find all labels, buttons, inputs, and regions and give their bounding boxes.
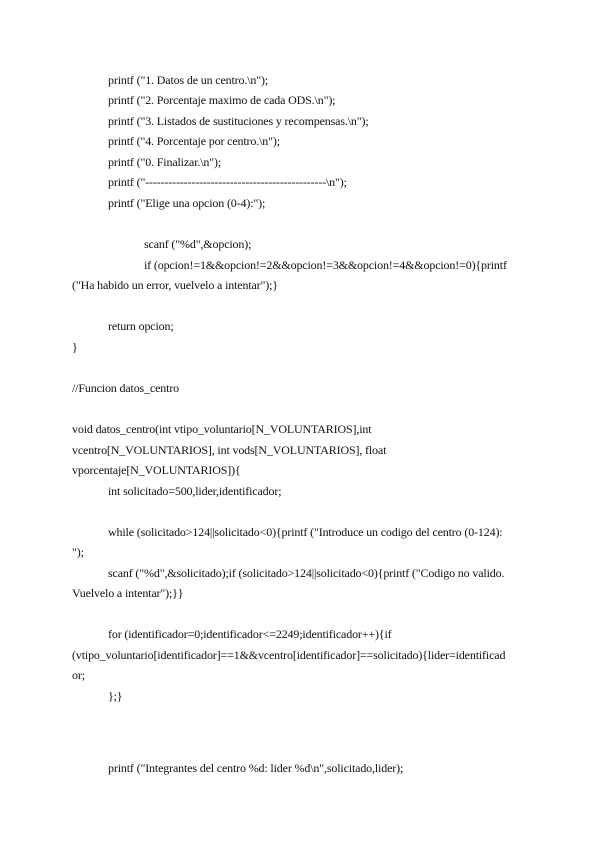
code-line-printf-separator: printf ("-----------------------------------------------\n"); — [108, 175, 347, 189]
code-line-if-opcion-cont: ("Ha habido un error, vuelvelo a intentar");} — [72, 278, 278, 292]
code-line-printf-option-2: printf ("2. Porcentaje maximo de cada ODS.\n"); — [108, 93, 336, 107]
code-line-printf-prompt: printf ("Elige una opcion (0-4):"); — [108, 196, 266, 210]
code-line-close-brace: } — [72, 340, 78, 354]
code-line-for-close: };} — [108, 689, 123, 703]
code-line-while: while (solicitado>124||solicitado<0){printf ("Introduce un codigo del centro (0-124): — [108, 525, 503, 539]
code-line-scanf-solicitado-cont: Vuelvelo a intentar");}} — [72, 586, 184, 600]
code-line-while-cont: "); — [72, 545, 84, 559]
code-line-declarations: int solicitado=500,lider,identificador; — [108, 484, 282, 498]
code-line-signature-1: void datos_centro(int vtipo_voluntario[N_VOLUNTARIOS],int — [72, 422, 372, 436]
code-line-comment: //Funcion datos_centro — [72, 381, 180, 395]
code-line-printf-option-3: printf ("3. Listados de sustituciones y recompensas.\n"); — [108, 114, 369, 128]
code-line-for: for (identificador=0;identificador<=2249;identificador++){if — [108, 627, 392, 641]
code-line-scanf-opcion: scanf ("%d",&opcion); — [144, 237, 252, 251]
code-line-for-cont-2: or; — [72, 668, 85, 682]
code-line-printf-option-4: printf ("4. Porcentaje por centro.\n"); — [108, 134, 280, 148]
code-line-printf-option-1: printf ("1. Datos de un centro.\n"); — [108, 73, 269, 87]
code-line-scanf-solicitado: scanf ("%d",&solicitado);if (solicitado>124||solicitado<0){printf ("Codigo no valido. — [108, 566, 505, 580]
code-line-printf-option-0: printf ("0. Finalizar.\n"); — [108, 155, 222, 169]
code-line-printf-integrantes: printf ("Integrantes del centro %d: lider %d\n",solicitado,lider); — [108, 761, 404, 775]
code-line-return: return opcion; — [108, 319, 174, 333]
code-line-signature-3: vporcentaje[N_VOLUNTARIOS]){ — [72, 463, 241, 477]
code-line-signature-2: vcentro[N_VOLUNTARIOS], int vods[N_VOLUNTARIOS], float — [72, 443, 387, 457]
code-line-if-opcion: if (opcion!=1&&opcion!=2&&opcion!=3&&opcion!=4&&opcion!=0){printf — [144, 258, 507, 272]
code-line-for-cont-1: (vtipo_voluntario[identificador]==1&&vcentro[identificador]==solicitado){lider=identificad — [72, 648, 506, 662]
